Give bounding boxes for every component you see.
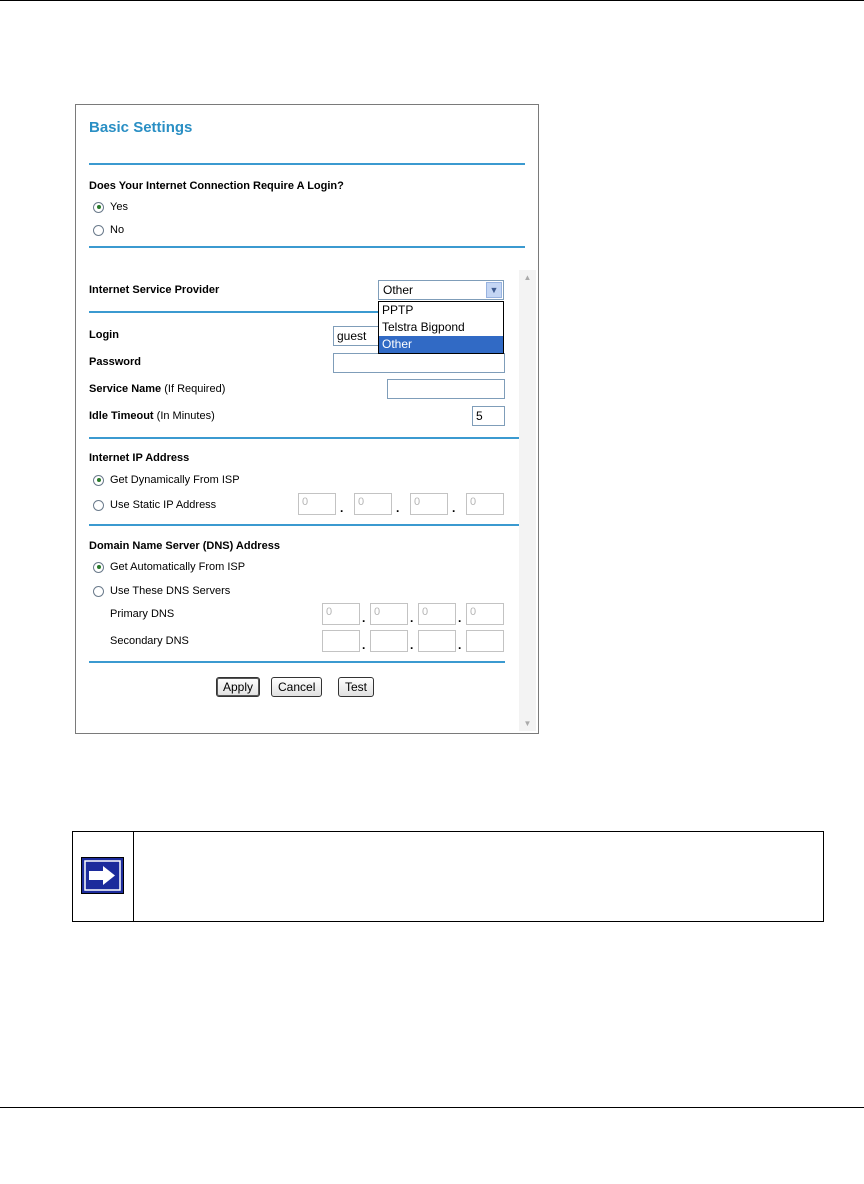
- login-no-radio[interactable]: [93, 225, 104, 236]
- dns-divider: [89, 661, 505, 663]
- arrow-right-icon: [81, 857, 124, 894]
- service-name-input[interactable]: [387, 379, 505, 399]
- isp-divider: [89, 311, 379, 313]
- timeout-divider: [89, 437, 519, 439]
- static-ip-octet-2[interactable]: 0: [354, 493, 392, 515]
- secondary-dns-octet-2[interactable]: [370, 630, 408, 652]
- basic-settings-screenshot: [75, 104, 539, 734]
- title-divider: [89, 163, 525, 165]
- dns-auto-option[interactable]: Get Automatically From ISP: [93, 561, 245, 573]
- login-yes-radio[interactable]: [93, 202, 104, 213]
- static-ip-octet-1[interactable]: 0: [298, 493, 336, 515]
- primary-dns-octet-1[interactable]: 0: [322, 603, 360, 625]
- dns-manual-radio[interactable]: [93, 586, 104, 597]
- login-input[interactable]: guest: [333, 326, 453, 346]
- octet-separator: .: [362, 638, 366, 652]
- login-question: Does Your Internet Connection Require A Login?: [89, 180, 344, 192]
- octet-separator: .: [458, 611, 462, 625]
- service-name-label: Service Name (If Required): [89, 383, 226, 395]
- static-ip-octet-3[interactable]: 0: [410, 493, 448, 515]
- note-divider: [133, 832, 134, 921]
- page-top-rule: [0, 0, 864, 1]
- ip-dynamic-radio[interactable]: [93, 475, 104, 486]
- secondary-dns-octet-3[interactable]: [418, 630, 456, 652]
- page-title: Basic Settings: [89, 119, 193, 136]
- octet-separator: .: [396, 501, 400, 515]
- login-no-option[interactable]: No: [93, 224, 124, 236]
- octet-separator: .: [458, 638, 462, 652]
- note-box: [72, 831, 824, 922]
- chevron-down-icon[interactable]: ▼: [486, 282, 502, 298]
- login-divider: [89, 246, 525, 248]
- ip-divider: [89, 524, 519, 526]
- secondary-dns-octet-4[interactable]: [466, 630, 504, 652]
- dns-auto-radio[interactable]: [93, 562, 104, 573]
- scrollbar[interactable]: [519, 270, 536, 731]
- octet-separator: .: [452, 501, 456, 515]
- octet-separator: .: [362, 611, 366, 625]
- secondary-dns-label: Secondary DNS: [110, 635, 189, 647]
- page-bottom-rule: [0, 1107, 864, 1108]
- isp-select[interactable]: Other ▼: [378, 280, 504, 300]
- octet-separator: .: [340, 501, 344, 515]
- ip-address-heading: Internet IP Address: [89, 452, 190, 464]
- static-ip-octet-4[interactable]: 0: [466, 493, 504, 515]
- isp-dropdown-list: [378, 301, 504, 354]
- scroll-down-icon[interactable]: ▼: [523, 719, 532, 728]
- octet-separator: .: [410, 638, 414, 652]
- isp-label: Internet Service Provider: [89, 284, 220, 296]
- octet-separator: .: [410, 611, 414, 625]
- idle-timeout-label: Idle Timeout (In Minutes): [89, 410, 215, 422]
- login-yes-option[interactable]: Yes: [93, 201, 128, 213]
- dns-manual-option[interactable]: Use These DNS Servers: [93, 585, 230, 597]
- primary-dns-octet-2[interactable]: 0: [370, 603, 408, 625]
- ip-static-radio[interactable]: [93, 500, 104, 511]
- ip-static-option[interactable]: Use Static IP Address: [93, 499, 216, 511]
- secondary-dns-octet-1[interactable]: [322, 630, 360, 652]
- isp-option-other[interactable]: Other: [379, 336, 503, 353]
- dns-heading: Domain Name Server (DNS) Address: [89, 540, 280, 552]
- cancel-button[interactable]: Cancel: [271, 677, 322, 697]
- isp-option-pptp[interactable]: PPTP: [382, 303, 414, 317]
- isp-option-telstra-bigpond[interactable]: Telstra Bigpond: [382, 320, 465, 334]
- scroll-up-icon[interactable]: ▲: [523, 273, 532, 282]
- ip-dynamic-option[interactable]: Get Dynamically From ISP: [93, 474, 240, 486]
- apply-button[interactable]: Apply: [216, 677, 260, 697]
- primary-dns-octet-4[interactable]: 0: [466, 603, 504, 625]
- password-label: Password: [89, 356, 141, 368]
- test-button[interactable]: Test: [338, 677, 374, 697]
- password-input[interactable]: [333, 353, 505, 373]
- idle-timeout-input[interactable]: 5: [472, 406, 505, 426]
- login-label: Login: [89, 329, 119, 341]
- primary-dns-label: Primary DNS: [110, 608, 175, 620]
- primary-dns-octet-3[interactable]: 0: [418, 603, 456, 625]
